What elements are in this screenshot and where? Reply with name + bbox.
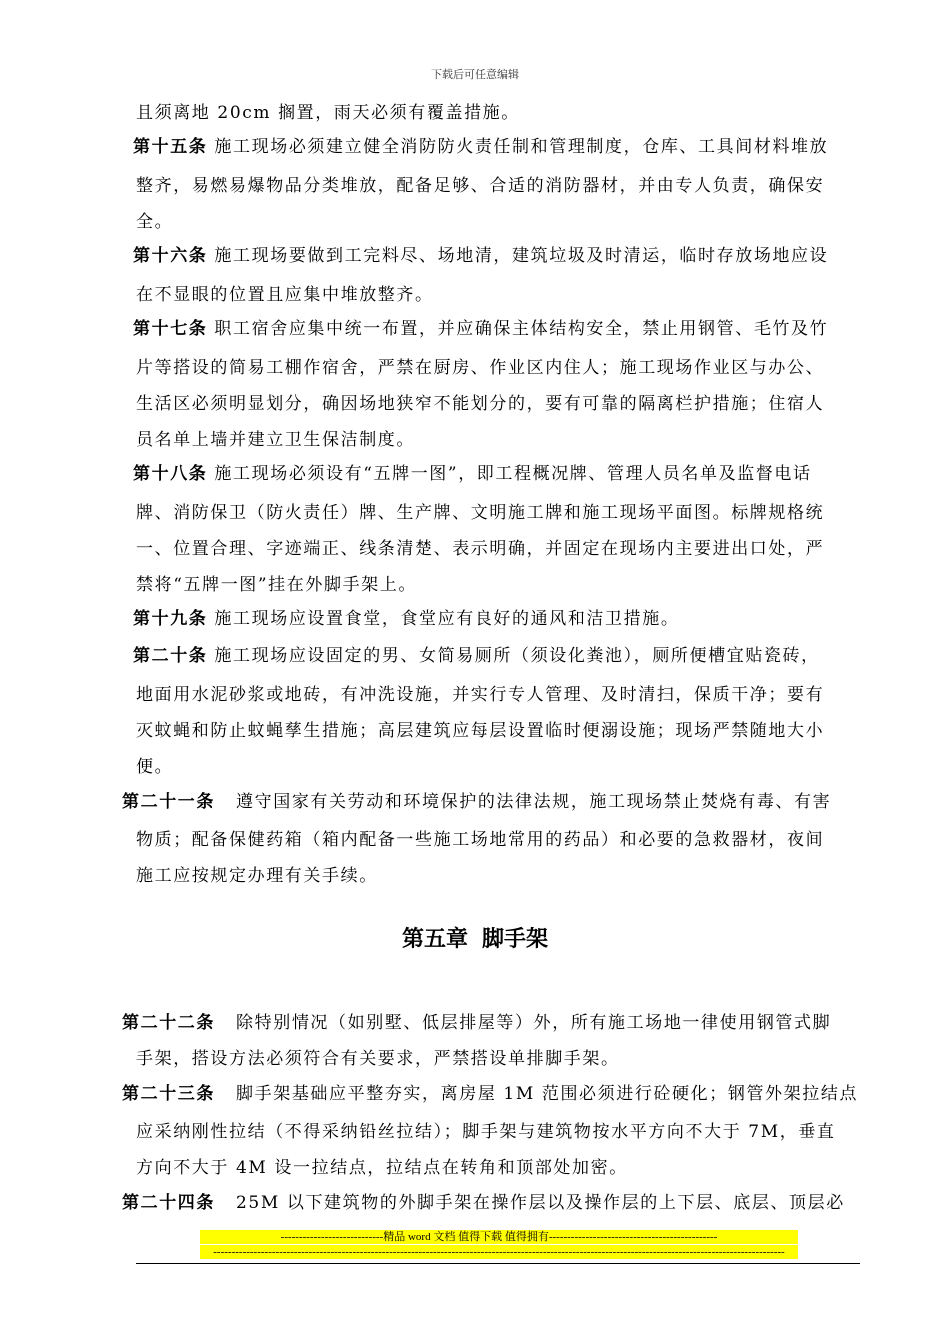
- article-line: 第二十条 施工现场应设固定的男、女简易厕所（须设化粪池），厕所便槽宜贴瓷砖，: [133, 646, 820, 666]
- text-line: 整齐，易燃易爆物品分类堆放，配备足够、合适的消防器材，并由专人负责，确保安: [136, 176, 825, 196]
- text-line: 片等搭设的简易工棚作宿舍，严禁在厨房、作业区内住人；施工现场作业区与办公、: [136, 358, 825, 378]
- article-line: 第二十四条 25M 以下建筑物的外脚手架在操作层以及操作层的上下层、底层、顶层必: [122, 1193, 845, 1213]
- text-line: 一、位置合理、字迹端正、线条清楚、表示明确，并固定在现场内主要进出口处，严: [136, 539, 825, 559]
- footer-rule: [136, 1263, 860, 1264]
- article-label: 第十五条: [133, 137, 208, 157]
- article-label: 第十八条: [133, 464, 208, 484]
- article-label: 第二十三条: [122, 1084, 215, 1104]
- article-label: 第二十条: [133, 646, 208, 666]
- chapter-heading: [0, 925, 950, 955]
- footer-banner-line2: ------------------------------------------------------------------------------------------------------------------------------------------------------------: [200, 1245, 798, 1259]
- text-line: 全。: [136, 212, 174, 232]
- article-line: 第十六条 施工现场要做到工完料尽、场地清，建筑垃圾及时清运，临时存放场地应设: [133, 246, 829, 266]
- footer-banner-line1: ----------------------------精品 word 文档 值得下载 值得拥有----------------------------------------------: [200, 1230, 798, 1244]
- text-line: 禁将“五牌一图”挂在外脚手架上。: [136, 575, 417, 595]
- text-line: 牌、消防保卫（防火责任）牌、生产牌、文明施工牌和施工现场平面图。标牌规格统: [136, 503, 825, 523]
- text-line: 方向不大于 4M 设一拉结点，拉结点在转角和顶部处加密。: [136, 1158, 628, 1178]
- text-line: 应采纳刚性拉结（不得采纳铅丝拉结）；脚手架与建筑物按水平方向不大于 7M，垂直: [136, 1122, 836, 1142]
- article-line: 第二十一条 遵守国家有关劳动和环境保护的法律法规，施工现场禁止焚烧有毒、有害: [122, 792, 832, 812]
- article-line: 第十八条 施工现场必须设有“五牌一图”，即工程概况牌、管理人员名单及监督电话: [133, 464, 812, 484]
- article-line: 第二十二条 除特别情况（如别墅、低层排屋等）外，所有施工场地一律使用钢管式脚: [122, 1013, 832, 1033]
- text-line: 地面用水泥砂浆或地砖，有冲洗设施，并实行专人管理、及时清扫，保质干净；要有: [136, 685, 825, 705]
- chapter-title: 脚手架: [482, 927, 549, 952]
- text-line: 生活区必须明显划分，确因场地狭窄不能划分的，要有可靠的隔离栏护措施；住宿人: [136, 394, 825, 414]
- article-line: 第十七条 职工宿舍应集中统一布置，并应确保主体结构安全，禁止用钢管、毛竹及竹: [133, 319, 829, 339]
- text-line: 且须离地 20cm 搁置，雨天必须有覆盖措施。: [136, 103, 520, 123]
- text-line: 物质；配备保健药箱（箱内配备一些施工场地常用的药品）和必要的急救器材，夜间: [136, 830, 825, 850]
- article-label: 第十七条: [133, 319, 208, 339]
- article-label: 第二十一条: [122, 792, 215, 812]
- text-line: 员名单上墙并建立卫生保洁制度。: [136, 430, 415, 450]
- article-label: 第二十二条: [122, 1013, 215, 1033]
- text-line: 在不显眼的位置且应集中堆放整齐。: [136, 285, 434, 305]
- text-line: 手架，搭设方法必须符合有关要求，严禁搭设单排脚手架。: [136, 1049, 620, 1069]
- text-line: 灭蚊蝇和防止蚊蝇孳生措施；高层建筑应每层设置临时便溺设施；现场严禁随地大小: [136, 721, 825, 741]
- article-label: 第十六条: [133, 246, 208, 266]
- page-header: 下载后可任意编辑: [431, 68, 519, 81]
- article-label: 第二十四条: [122, 1193, 215, 1213]
- text-line: 施工应按规定办理有关手续。: [136, 866, 378, 886]
- chapter-number: 第五章: [401, 927, 468, 952]
- text-line: 便。: [136, 757, 174, 777]
- article-line: 第二十三条 脚手架基础应平整夯实，离房屋 1M 范围必须进行砼硬化；钢管外架拉结点: [122, 1084, 859, 1104]
- article-label: 第十九条: [133, 609, 208, 629]
- article-line: 第十九条 施工现场应设置食堂，食堂应有良好的通风和洁卫措施。: [133, 609, 680, 629]
- article-line: 第十五条 施工现场必须建立健全消防防火责任制和管理制度，仓库、工具间材料堆放: [133, 137, 829, 157]
